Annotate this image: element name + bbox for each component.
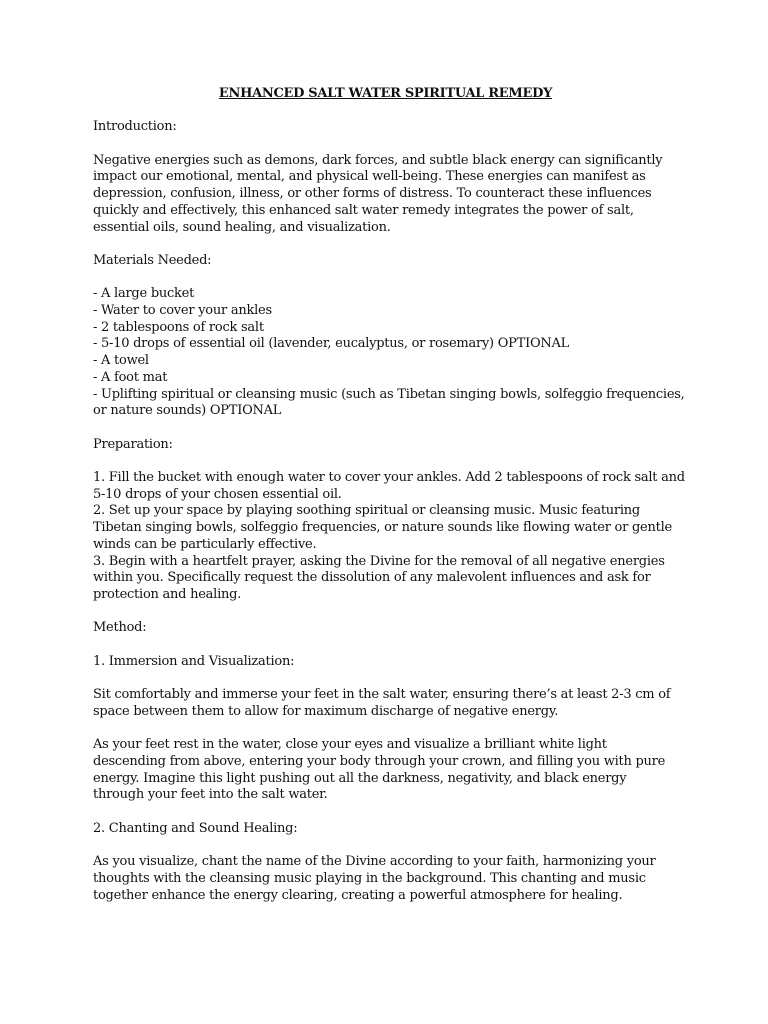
paragraph-gap: [93, 236, 693, 253]
paragraph-gap: [93, 453, 693, 470]
text-line: thoughts with the cleansing music playing in the background. This chanting and music: [93, 870, 646, 886]
text-line: 1. Immersion and Visualization:: [93, 653, 295, 669]
text-line: As you visualize, chant the name of the Divine according to your faith, harmonizing your: [93, 854, 656, 870]
text-line: - 5-10 drops of essential oil (lavender, eucalyptus, or rosemary) OPTIONAL: [93, 336, 570, 352]
text-line: space between them to allow for maximum discharge of negative energy.: [93, 703, 559, 719]
text-line: within you. Specifically request the dissolution of any malevolent influences and ask for: [93, 570, 651, 586]
text-line: impact our emotional, mental, and physical well-being. These energies can manifest as: [93, 169, 646, 185]
paragraph-gap: [93, 637, 693, 654]
text-line: essential oils, sound healing, and visualization.: [93, 219, 391, 235]
text-line: - A foot mat: [93, 369, 168, 385]
text-line: protection and healing.: [93, 587, 242, 602]
text-line: 2. Chanting and Sound Healing:: [93, 820, 298, 836]
text-line: 3. Begin with a heartfelt prayer, asking the Divine for the removal of all negative energies: [93, 553, 665, 569]
text-line: energy. Imagine this light pushing out all the darkness, negativity, and black energy: [93, 770, 627, 786]
paragraph-gap: [93, 670, 693, 687]
text-line: together enhance the energy clearing, creating a powerful atmosphere for healing.: [93, 887, 623, 903]
text-line: 2. Set up your space by playing soothing spiritual or cleansing music. Music featuring: [93, 503, 640, 519]
paragraph-gap: [93, 420, 693, 437]
paragraph-gap: [93, 270, 693, 287]
text-line: Negative energies such as demons, dark forces, and subtle black energy can significantly: [93, 152, 663, 168]
text-line: 1. Fill the bucket with enough water to cover your ankles. Add 2 tablespoons of rock salt and: [93, 470, 685, 486]
paragraph-gap: [93, 136, 693, 153]
text-line: descending from above, entering your body through your crown, and filling you with pure: [93, 753, 666, 769]
text-line: winds can be particularly effective.: [93, 536, 317, 552]
paragraph-gap: [93, 837, 693, 854]
text-line: - Water to cover your ankles: [93, 303, 272, 319]
text-line: As your feet rest in the water, close your eyes and visualize a brilliant white light: [93, 737, 607, 753]
document-page: [93, 86, 693, 904]
text-line: through your feet into the salt water.: [93, 787, 328, 803]
paragraph-gap: [93, 721, 693, 738]
document-body: [93, 103, 693, 905]
document-title: ENHANCED SALT WATER SPIRITUAL REMEDY: [218, 86, 553, 101]
text-line: - A large bucket: [93, 286, 195, 302]
text-line: - 2 tablespoons of rock salt: [93, 319, 264, 335]
text-line: Materials Needed:: [93, 252, 212, 268]
text-line: depression, confusion, illness, or other forms of distress. To counteract these influences: [93, 186, 652, 202]
text-line: Method:: [93, 620, 147, 636]
text-line: - A towel: [93, 353, 149, 369]
text-line: 5-10 drops of your chosen essential oil.: [93, 486, 342, 502]
text-line: Introduction:: [93, 119, 177, 135]
text-line: Tibetan singing bowls, solfeggio frequencies, or nature sounds like flowing water or gentle: [93, 520, 672, 536]
text-line: - Uplifting spiritual or cleansing music (such as Tibetan singing bowls, solfeggio frequencies,: [93, 386, 685, 402]
text-line: quickly and effectively, this enhanced salt water remedy integrates the power of salt,: [93, 202, 634, 218]
text-line: or nature sounds) OPTIONAL: [93, 403, 282, 419]
paragraph-gap: [93, 103, 693, 120]
text-line: Sit comfortably and immerse your feet in the salt water, ensuring there’s at least 2-3 cm of: [93, 687, 671, 703]
text-line: Preparation:: [93, 436, 173, 452]
paragraph-gap: [93, 804, 693, 821]
paragraph-gap: [93, 604, 693, 621]
